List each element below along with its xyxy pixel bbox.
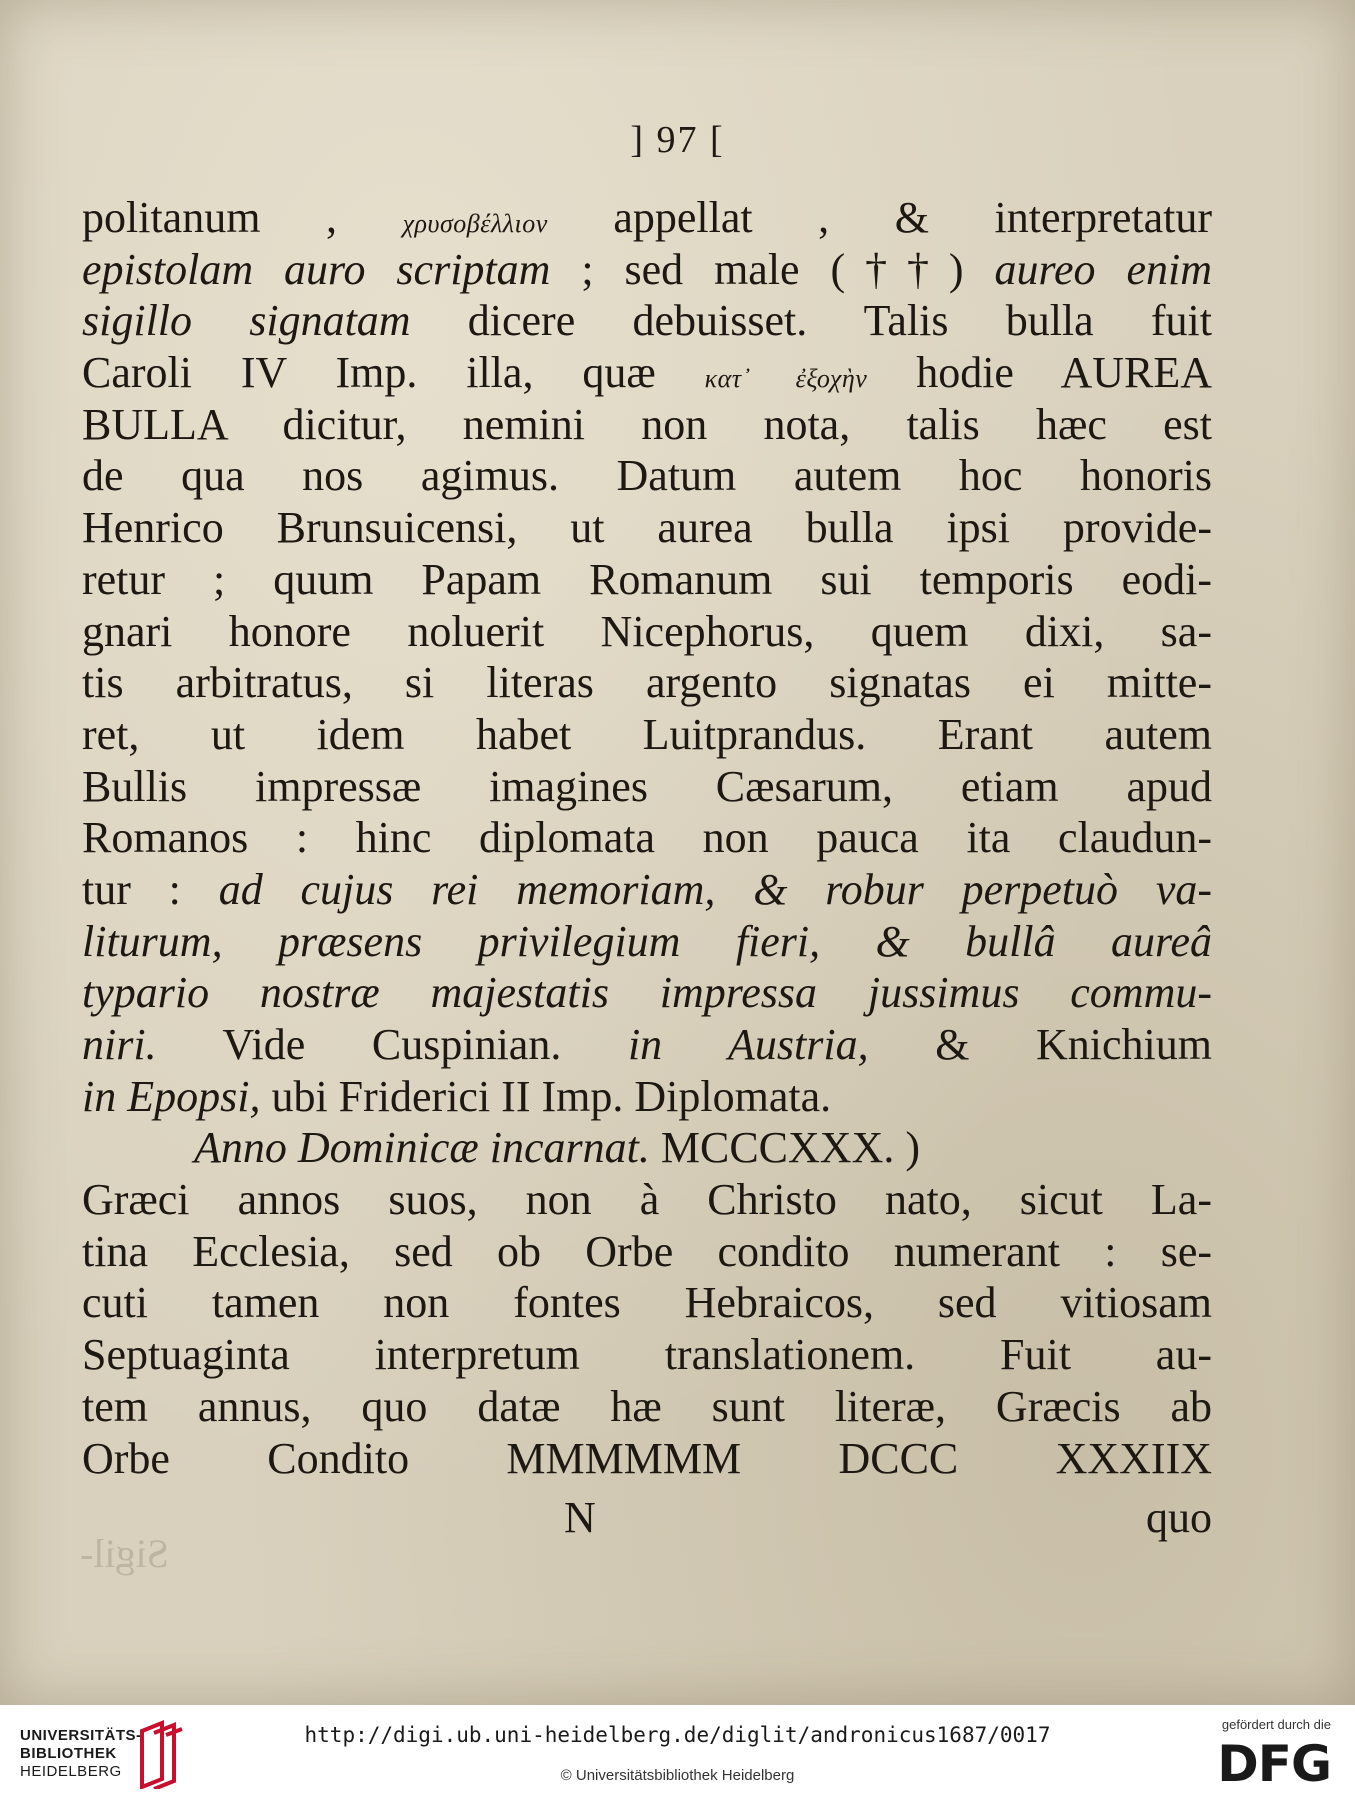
text-line — [82, 502, 1212, 554]
text-line — [82, 709, 1212, 761]
signature-line — [82, 1492, 1212, 1544]
text-line — [82, 657, 1212, 709]
dfg-logo: DFG — [1217, 1735, 1331, 1793]
text-run: tem annus, quo datæ hæ sunt literæ, Græcis ab — [82, 1381, 1212, 1431]
italic-run: ad cujus rei memoriam, & robur perpetuò va- — [218, 864, 1213, 914]
bleed-through-text: Sigil- — [80, 1531, 169, 1576]
text-run: cuti tamen non fontes Hebraicos, sed vitiosam — [82, 1278, 1212, 1328]
italic-run: niri. — [82, 1020, 157, 1069]
text-run: Græci annos suos, non à Christo nato, sicut La- — [82, 1175, 1212, 1225]
text-run: MCCCXXX. ) — [649, 1123, 921, 1173]
italic-run: in Austria, — [627, 1020, 869, 1069]
text-run: dicere debuisset. Talis bulla fuit — [410, 296, 1212, 346]
italic-run: Anno Dominicæ incarnat. — [194, 1123, 650, 1173]
logo-line: UNIVERSITÄTS- — [20, 1727, 142, 1744]
text-line — [82, 916, 1212, 968]
text-run: ; sed male (††) — [550, 244, 995, 294]
text-run: & Knichium — [868, 1020, 1212, 1069]
text-line — [82, 1381, 1212, 1433]
text-line — [82, 761, 1212, 813]
italic-run: typario nostræ majestatis impressa jussimus commu- — [82, 968, 1212, 1018]
text-line — [82, 864, 1212, 916]
text-run: retur ; quum Papam Romanum sui temporis eodi- — [82, 554, 1212, 604]
text-line — [82, 1174, 1212, 1226]
text-run: tis arbitratus, si literas argento signatas ei mitte- — [82, 658, 1212, 708]
text-run: tur : — [82, 864, 219, 914]
text-line — [82, 295, 1212, 347]
text-line — [82, 1122, 1212, 1174]
text-line — [82, 1329, 1212, 1381]
body-text — [82, 192, 1212, 1484]
greek-run: κατ᾽ ἐξοχὴν — [704, 364, 868, 394]
italic-run: epistolam auro scriptam — [82, 244, 551, 294]
text-run: BULLA dicitur, nemini non nota, talis hæc est — [82, 399, 1212, 449]
text-line — [82, 1226, 1212, 1278]
text-line — [82, 1071, 1212, 1123]
funding-note: gefördert durch die — [1221, 1717, 1331, 1732]
text-run: Septuaginta interpretum translationem. Fuit au- — [82, 1330, 1212, 1380]
permalink-url[interactable]: http://digi.ub.uni-heidelberg.de/diglit/andronicus1687/0017 — [304, 1723, 1051, 1747]
text-run: ubi Friderici II Imp. Diplomata. — [260, 1071, 832, 1121]
text-line — [82, 450, 1212, 502]
italic-run: aureo enim — [994, 244, 1212, 294]
text-run: Vide Cuspinian. — [156, 1020, 628, 1069]
logo-line: HEIDELBERG — [20, 1763, 122, 1780]
text-line — [82, 192, 1212, 244]
text-line — [82, 244, 1212, 296]
text-line — [82, 1019, 1212, 1071]
italic-run: liturum, præsens privilegium fieri, & bullâ aureâ — [82, 916, 1212, 966]
text-run: tina Ecclesia, sed ob Orbe condito numerant : se- — [82, 1226, 1212, 1276]
catchword: quo — [1146, 1493, 1212, 1542]
text-run: politanum , — [82, 193, 403, 242]
page-number: ] 97 [ — [630, 119, 725, 161]
copyright-notice: © Universitätsbibliothek Heidelberg — [560, 1767, 795, 1784]
greek-run: χρυσοβέλλιον — [402, 209, 548, 238]
text-run: gnari honore noluerit Nicephorus, quem dixi, sa- — [82, 606, 1212, 656]
text-line — [82, 812, 1212, 864]
text-run: appellat , & interpretatur — [547, 193, 1212, 242]
footer-bar — [0, 1705, 1355, 1802]
text-line — [82, 606, 1212, 658]
text-line — [82, 399, 1212, 451]
logo-line: BIBLIOTHEK — [20, 1745, 117, 1762]
text-run: Caroli IV Imp. illa, quæ — [82, 348, 705, 398]
text-run: Henrico Brunsuicensi, ut aurea bulla ipsi provide- — [82, 503, 1212, 553]
text-line — [82, 347, 1212, 399]
italic-run: sigillo signatam — [82, 296, 411, 346]
text-run: Romanos : hinc diplomata non pauca ita claudun- — [82, 813, 1212, 863]
italic-run: in Epopsi, — [82, 1071, 261, 1121]
text-line — [82, 554, 1212, 606]
text-line — [82, 1277, 1212, 1329]
signature-mark: N — [564, 1493, 596, 1542]
text-run: Orbe Condito MMMMMM DCCC XXXIIX — [82, 1433, 1212, 1483]
text-line — [82, 967, 1212, 1019]
text-run: de qua nos agimus. Datum autem hoc honoris — [82, 451, 1212, 501]
text-run: hodie AUREA — [867, 348, 1212, 398]
text-run: Bullis impressæ imagines Cæsarum, etiam apud — [82, 761, 1212, 811]
text-run: ret, ut idem habet Luitprandus. Erant autem — [82, 709, 1212, 759]
text-line — [82, 1433, 1212, 1485]
